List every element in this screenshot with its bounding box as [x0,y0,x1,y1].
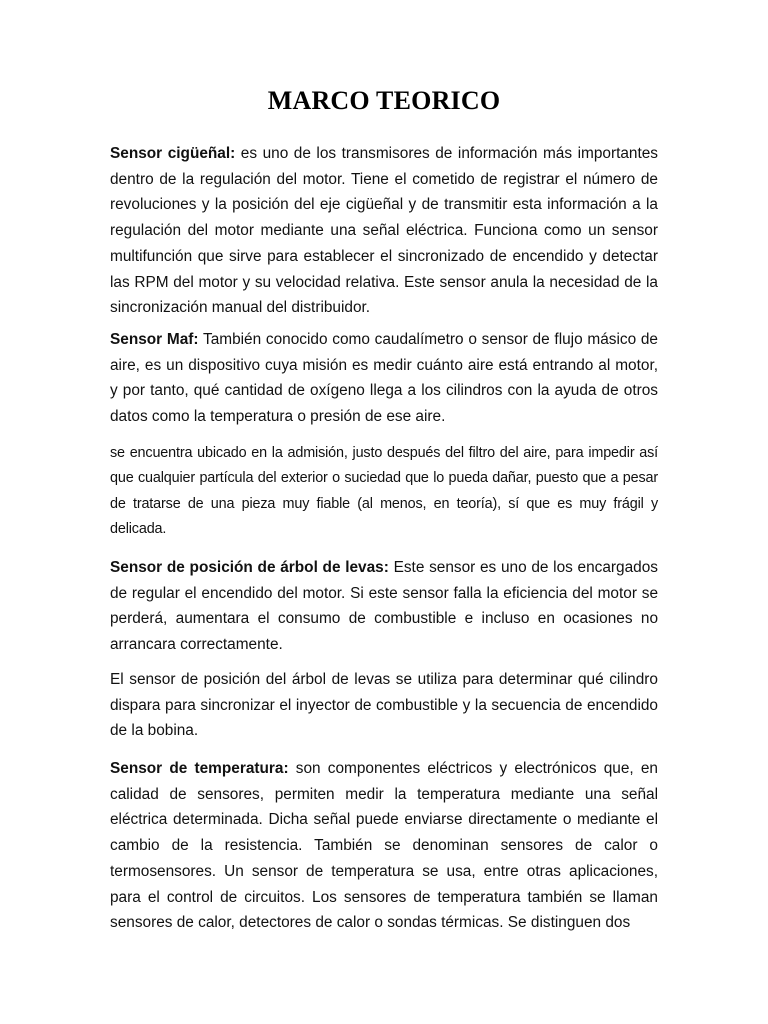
page-title: MARCO TEORICO [267,86,501,115]
paragraph-text: Este sensor es uno de los encargados de regular el encendido del motor. Si este sensor falla la eficiencia del motor se perderá, aumentara el consumo de combustible e incluso en ocasiones no arrancara correctamente. [110,559,658,654]
paragraph-maf-location [110,441,658,542]
paragraph-sensor-arbol-levas [110,555,658,658]
paragraph-sensor-temperatura [110,756,658,936]
paragraph-sensor-maf [110,327,658,430]
paragraph-arbol-levas-use [110,667,658,744]
paragraph-text: se encuentra ubicado en la admisión, justo después del filtro del aire, para impedir así que cualquier partícula del exterior o suciedad que lo pueda dañar, puesto que a pesar de tratarse de una pieza muy fiable (al menos, en teoría), sí que es muy frágil y delicada. [110,445,658,537]
paragraph-label: Sensor de temperatura: [110,760,289,777]
paragraph-label: Sensor de posición de árbol de levas: [110,559,389,576]
paragraph-text: son componentes eléctricos y electrónicos que, en calidad de sensores, permiten medir la temperatura mediante una señal eléctrica determinada. Dicha señal puede enviarse directamente o mediante el cambio de la resistencia. También se denominan sensores de calor o termosensores. Un sensor de temperatura se usa, entre otras aplicaciones, para el control de circuitos. Los sensores de temperatura también se llaman sensores de calor, detectores de calor o sondas térmicas. Se distinguen dos [110,760,658,932]
paragraph-sensor-cigueñal [110,141,658,321]
paragraph-text: También conocido como caudalímetro o sensor de flujo másico de aire, es un dispositivo cuya misión es medir cuánto aire está entrando al motor, y por tanto, qué cantidad de oxígeno llega a los cilindros con la ayuda de otros datos como la temperatura o presión de ese aire. [110,331,658,426]
paragraph-text: El sensor de posición del árbol de levas se utiliza para determinar qué cilindro dispara para sincronizar el inyector de combustible y la secuencia de encendido de la bobina. [110,671,658,740]
paragraph-label: Sensor cigüeñal: [110,145,236,162]
paragraph-label: Sensor Maf: [110,331,199,348]
paragraph-text: es uno de los transmisores de información más importantes dentro de la regulación del motor. Tiene el cometido de registrar el número de revoluciones y la posición del eje cigüeñal y de transmitir esta información a la regulación del motor mediante una señal eléctrica. Funciona como un sensor multifunción que sirve para establecer el sincronizado de encendido y detectar las RPM del motor y su velocidad relativa. Este sensor anula la necesidad de la sincronización manual del distribuidor. [110,145,658,317]
